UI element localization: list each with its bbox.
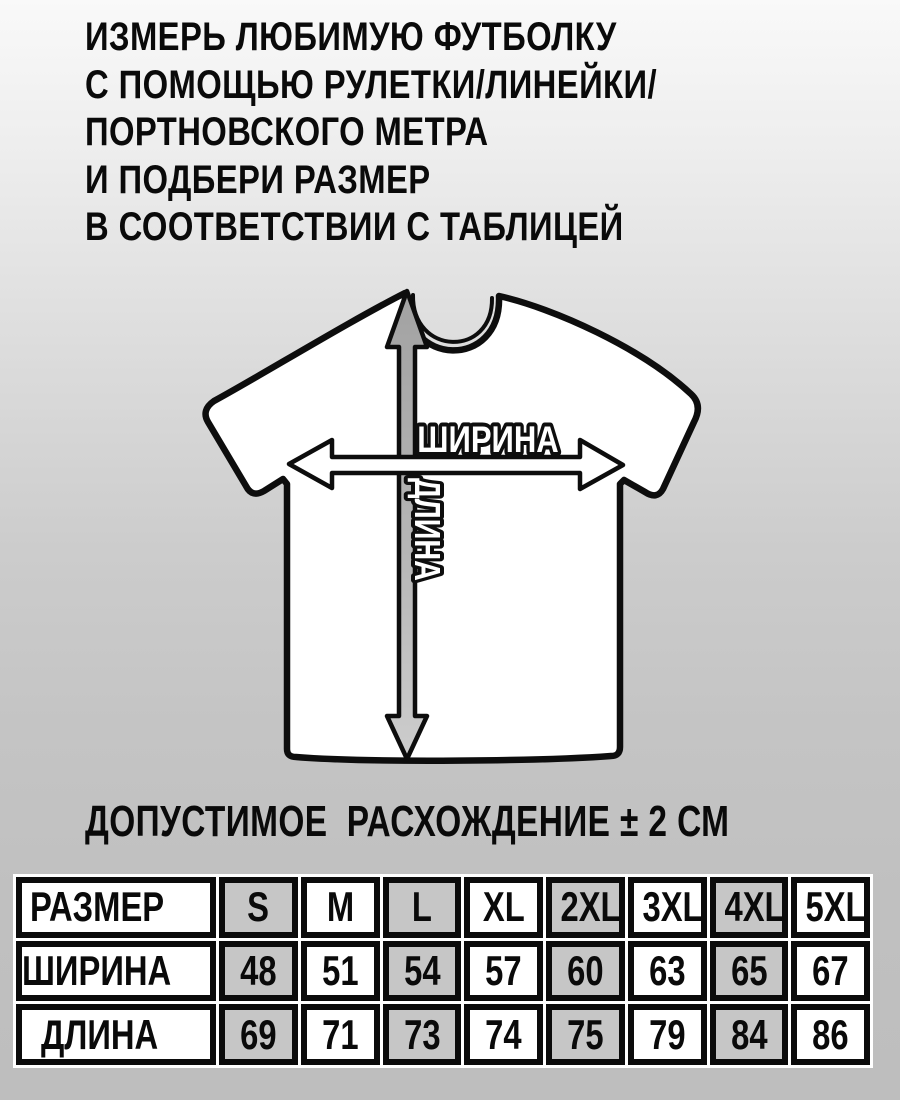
header-cell-2xl: 2XL	[546, 877, 625, 938]
header-cell-m: M	[301, 877, 380, 938]
header-cell-s: S	[219, 877, 298, 938]
header-cell-5xl: 5XL	[791, 877, 870, 938]
tshirt-outline	[206, 293, 698, 761]
instruction-line-4: И ПОДБЕРИ РАЗМЕР	[85, 157, 431, 202]
header-cell-l: L	[383, 877, 462, 938]
width-cell-s: 48	[219, 941, 298, 1002]
instruction-line-2: С ПОМОЩЬЮ РУЛЕТКИ/ЛИНЕЙКИ/	[85, 62, 658, 107]
width-cell-xl: 57	[464, 941, 543, 1002]
length-cell-2xl: 75	[546, 1004, 625, 1065]
tshirt-measure-diagram	[180, 270, 740, 790]
header-cell-4xl: 4XL	[710, 877, 789, 938]
width-arrow-label: ШИРИНА	[417, 419, 559, 461]
size-table-length-row	[16, 1004, 870, 1065]
instructions-text	[85, 14, 783, 252]
size-table	[13, 874, 873, 1068]
length-cell-3xl: 79	[628, 1004, 707, 1065]
instruction-line-5: В СООТВЕТСТВИИ С ТАБЛИЦЕЙ	[85, 205, 624, 249]
width-cell-m: 51	[301, 941, 380, 1002]
tolerance-note: ДОПУСТИМОЕ РАСХОЖДЕНИЕ ± 2 СМ	[85, 797, 730, 846]
width-cell-3xl: 63	[628, 941, 707, 1002]
size-table-width-row	[16, 941, 870, 1002]
length-cell-4xl: 84	[710, 1004, 789, 1065]
size-table-header-row	[16, 877, 870, 938]
header-cell-3xl: 3XL	[628, 877, 707, 938]
row-label-length: ДЛИНА	[16, 1004, 216, 1065]
instruction-line-3: ПОРТНОВСКОГО МЕТРА	[85, 110, 489, 154]
instruction-line-1: ИЗМЕРЬ ЛЮБИМУЮ ФУТБОЛКУ	[85, 15, 617, 59]
length-cell-m: 71	[301, 1004, 380, 1065]
length-arrow-label: ДЛИНА	[407, 478, 449, 581]
length-cell-l: 73	[383, 1004, 462, 1065]
row-label-width: ШИРИНА	[16, 941, 216, 1002]
width-cell-l: 54	[383, 941, 462, 1002]
header-cell-razmer: РАЗМЕР	[16, 877, 216, 938]
width-cell-5xl: 67	[791, 941, 870, 1002]
length-cell-s: 69	[219, 1004, 298, 1065]
width-cell-2xl: 60	[546, 941, 625, 1002]
length-cell-xl: 74	[464, 1004, 543, 1065]
length-cell-5xl: 86	[791, 1004, 870, 1065]
header-cell-xl: XL	[464, 877, 543, 938]
width-cell-4xl: 65	[710, 941, 789, 1002]
